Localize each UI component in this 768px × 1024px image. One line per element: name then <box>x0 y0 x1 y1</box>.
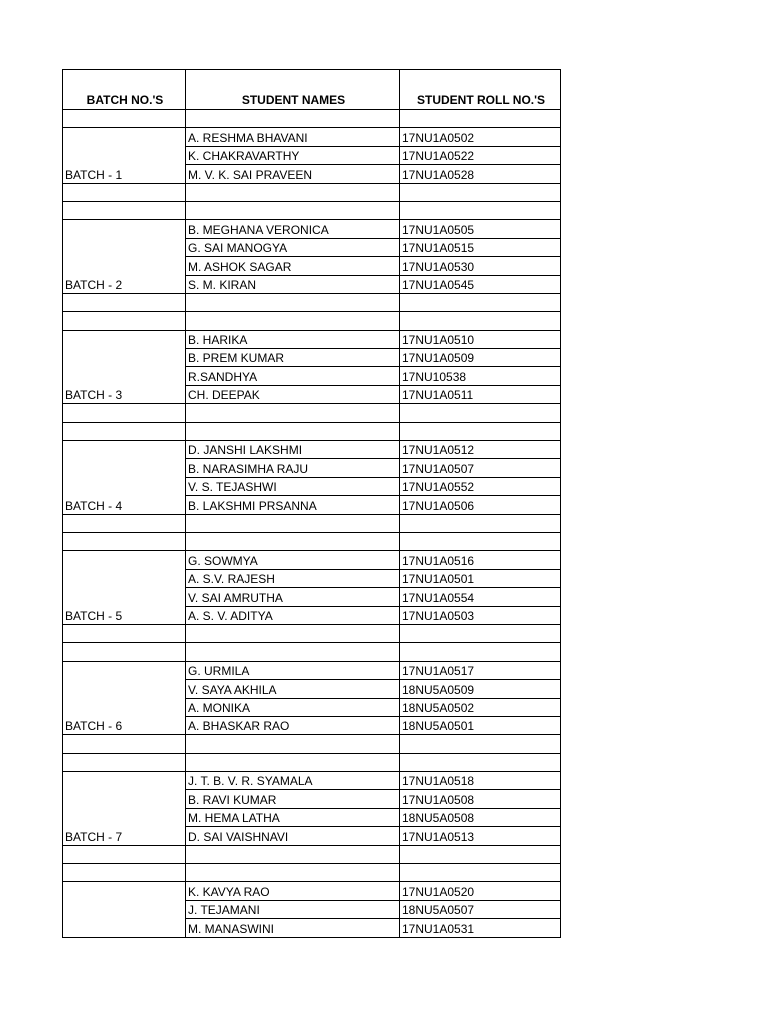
roll-number-cell[interactable]: 17NU1A0517 <box>400 661 561 679</box>
empty-cell[interactable] <box>186 753 400 771</box>
roll-number-cell[interactable]: 17NU1A0515 <box>400 238 561 256</box>
empty-cell[interactable] <box>63 735 186 753</box>
blank-row <box>63 864 561 882</box>
roll-number-cell[interactable]: 17NU1A0511 <box>400 385 561 403</box>
empty-cell[interactable] <box>63 514 186 532</box>
student-name-cell[interactable]: B. PREM KUMAR <box>186 349 400 367</box>
student-name-cell[interactable]: A. S.V. RAJESH <box>186 569 400 587</box>
empty-cell[interactable] <box>400 404 561 422</box>
header-roll-no[interactable]: STUDENT ROLL NO.'S <box>400 70 561 110</box>
batch-label-cell[interactable]: BATCH - 7 <box>63 772 186 846</box>
empty-cell[interactable] <box>63 404 186 422</box>
roll-number-cell[interactable]: 17NU1A0501 <box>400 569 561 587</box>
student-name-cell[interactable]: D. JANSHI LAKSHMI <box>186 441 400 459</box>
roll-number-cell[interactable]: 18NU5A0507 <box>400 900 561 918</box>
empty-cell[interactable] <box>186 183 400 201</box>
student-name-cell[interactable]: J. T. B. V. R. SYAMALA <box>186 772 400 790</box>
empty-cell[interactable] <box>186 201 400 219</box>
empty-cell[interactable] <box>63 864 186 882</box>
table-row <box>63 551 561 569</box>
empty-cell[interactable] <box>400 293 561 311</box>
table-row <box>63 330 561 348</box>
student-name-cell[interactable]: G. URMILA <box>186 661 400 679</box>
empty-cell[interactable] <box>186 293 400 311</box>
blank-row <box>63 514 561 532</box>
roll-number-cell[interactable]: 17NU1A0528 <box>400 165 561 183</box>
empty-cell[interactable] <box>63 624 186 642</box>
student-name-cell[interactable]: B. MEGHANA VERONICA <box>186 220 400 238</box>
header-batch-no[interactable]: BATCH NO.'S <box>63 70 186 110</box>
blank-row <box>63 735 561 753</box>
empty-cell[interactable] <box>186 735 400 753</box>
empty-cell[interactable] <box>400 845 561 863</box>
roll-number-cell[interactable]: 17NU1A0505 <box>400 220 561 238</box>
empty-cell[interactable] <box>400 183 561 201</box>
roll-number-cell[interactable]: 18NU5A0502 <box>400 698 561 716</box>
table-row <box>63 882 561 900</box>
batch-label-cell[interactable]: BATCH - 2 <box>63 220 186 294</box>
batch-table <box>62 69 561 938</box>
student-name-cell[interactable]: G. SOWMYA <box>186 551 400 569</box>
roll-number-cell[interactable]: 17NU1A0513 <box>400 827 561 845</box>
batch-label-cell[interactable]: BATCH - 5 <box>63 551 186 625</box>
blank-row <box>63 312 561 330</box>
student-name-cell[interactable]: B. LAKSHMI PRSANNA <box>186 496 400 514</box>
student-name-cell[interactable]: B. HARIKA <box>186 330 400 348</box>
empty-cell[interactable] <box>63 532 186 550</box>
empty-cell[interactable] <box>400 624 561 642</box>
empty-cell[interactable] <box>186 312 400 330</box>
student-name-cell[interactable]: A. S. V. ADITYA <box>186 606 400 624</box>
table-body <box>63 110 561 938</box>
student-name-cell[interactable]: M. V. K. SAI PRAVEEN <box>186 165 400 183</box>
blank-row <box>63 643 561 661</box>
table-row <box>63 772 561 790</box>
empty-cell[interactable] <box>186 110 400 128</box>
batch-label-cell[interactable] <box>63 882 186 937</box>
blank-row <box>63 753 561 771</box>
batch-label-cell[interactable]: BATCH - 4 <box>63 441 186 515</box>
empty-cell[interactable] <box>400 864 561 882</box>
roll-number-cell[interactable]: 17NU1A0508 <box>400 790 561 808</box>
blank-row <box>63 532 561 550</box>
roll-number-cell[interactable]: 17NU1A0554 <box>400 588 561 606</box>
empty-cell[interactable] <box>400 514 561 532</box>
empty-cell[interactable] <box>63 293 186 311</box>
roll-number-cell[interactable]: 17NU1A0506 <box>400 496 561 514</box>
roll-number-cell[interactable]: 17NU1A0522 <box>400 146 561 164</box>
empty-cell[interactable] <box>186 864 400 882</box>
student-name-cell[interactable]: M. HEMA LATHA <box>186 808 400 826</box>
empty-cell[interactable] <box>186 643 400 661</box>
student-name-cell[interactable]: R.SANDHYA <box>186 367 400 385</box>
blank-row <box>63 293 561 311</box>
student-name-cell[interactable]: D. SAI VAISHNAVI <box>186 827 400 845</box>
empty-cell[interactable] <box>63 312 186 330</box>
roll-number-cell[interactable]: 17NU1A0512 <box>400 441 561 459</box>
table-row <box>63 128 561 146</box>
empty-cell[interactable] <box>186 845 400 863</box>
empty-cell[interactable] <box>186 404 400 422</box>
blank-row <box>63 422 561 440</box>
empty-cell[interactable] <box>186 532 400 550</box>
student-name-cell[interactable]: V. SAYA AKHILA <box>186 680 400 698</box>
table-row <box>63 441 561 459</box>
roll-number-cell[interactable]: 17NU1A0518 <box>400 772 561 790</box>
empty-cell[interactable] <box>400 735 561 753</box>
empty-cell[interactable] <box>400 422 561 440</box>
blank-row <box>63 845 561 863</box>
empty-cell[interactable] <box>186 624 400 642</box>
student-name-cell[interactable]: K. CHAKRAVARTHY <box>186 146 400 164</box>
roll-number-cell[interactable]: 17NU1A0516 <box>400 551 561 569</box>
batch-label-cell[interactable]: BATCH - 3 <box>63 330 186 404</box>
roll-number-cell[interactable]: 17NU1A0507 <box>400 459 561 477</box>
blank-row <box>63 201 561 219</box>
empty-cell[interactable] <box>63 183 186 201</box>
roll-number-cell[interactable]: 18NU5A0509 <box>400 680 561 698</box>
student-name-cell[interactable]: J. TEJAMANI <box>186 900 400 918</box>
blank-row <box>63 110 561 128</box>
student-name-cell[interactable]: B. NARASIMHA RAJU <box>186 459 400 477</box>
roll-number-cell[interactable]: 17NU1A0502 <box>400 128 561 146</box>
blank-row <box>63 404 561 422</box>
roll-number-cell[interactable]: 17NU1A0510 <box>400 330 561 348</box>
student-name-cell[interactable]: A. MONIKA <box>186 698 400 716</box>
roll-number-cell[interactable]: 17NU10538 <box>400 367 561 385</box>
roll-number-cell[interactable]: 17NU1A0520 <box>400 882 561 900</box>
blank-row <box>63 624 561 642</box>
empty-cell[interactable] <box>400 643 561 661</box>
header-row <box>63 70 561 110</box>
blank-row <box>63 183 561 201</box>
roll-number-cell[interactable]: 17NU1A0545 <box>400 275 561 293</box>
empty-cell[interactable] <box>63 110 186 128</box>
empty-cell[interactable] <box>63 643 186 661</box>
roll-number-cell[interactable]: 17NU1A0552 <box>400 477 561 495</box>
student-name-cell[interactable]: A. BHASKAR RAO <box>186 716 400 734</box>
batch-label-cell[interactable]: BATCH - 1 <box>63 128 186 183</box>
roll-number-cell[interactable]: 17NU1A0531 <box>400 919 561 937</box>
empty-cell[interactable] <box>186 422 400 440</box>
empty-cell[interactable] <box>63 753 186 771</box>
roll-number-cell[interactable]: 17NU1A0530 <box>400 257 561 275</box>
student-name-cell[interactable]: S. M. KIRAN <box>186 275 400 293</box>
empty-cell[interactable] <box>186 514 400 532</box>
empty-cell[interactable] <box>63 845 186 863</box>
student-name-cell[interactable]: M. MANASWINI <box>186 919 400 937</box>
roll-number-cell[interactable]: 18NU5A0508 <box>400 808 561 826</box>
empty-cell[interactable] <box>400 110 561 128</box>
roll-number-cell[interactable]: 17NU1A0509 <box>400 349 561 367</box>
header-student-names[interactable]: STUDENT NAMES <box>186 70 400 110</box>
empty-cell[interactable] <box>400 753 561 771</box>
roll-number-cell[interactable]: 17NU1A0503 <box>400 606 561 624</box>
empty-cell[interactable] <box>63 422 186 440</box>
student-name-cell[interactable]: B. RAVI KUMAR <box>186 790 400 808</box>
student-name-cell[interactable]: V. S. TEJASHWI <box>186 477 400 495</box>
student-name-cell[interactable]: G. SAI MANOGYA <box>186 238 400 256</box>
empty-cell[interactable] <box>400 532 561 550</box>
student-name-cell[interactable]: M. ASHOK SAGAR <box>186 257 400 275</box>
batch-label-cell[interactable]: BATCH - 6 <box>63 661 186 735</box>
student-name-cell[interactable]: K. KAVYA RAO <box>186 882 400 900</box>
table-row <box>63 661 561 679</box>
roll-number-cell[interactable]: 18NU5A0501 <box>400 716 561 734</box>
empty-cell[interactable] <box>400 201 561 219</box>
student-name-cell[interactable]: V. SAI AMRUTHA <box>186 588 400 606</box>
table-row <box>63 220 561 238</box>
empty-cell[interactable] <box>63 201 186 219</box>
student-name-cell[interactable]: A. RESHMA BHAVANI <box>186 128 400 146</box>
student-name-cell[interactable]: CH. DEEPAK <box>186 385 400 403</box>
empty-cell[interactable] <box>400 312 561 330</box>
